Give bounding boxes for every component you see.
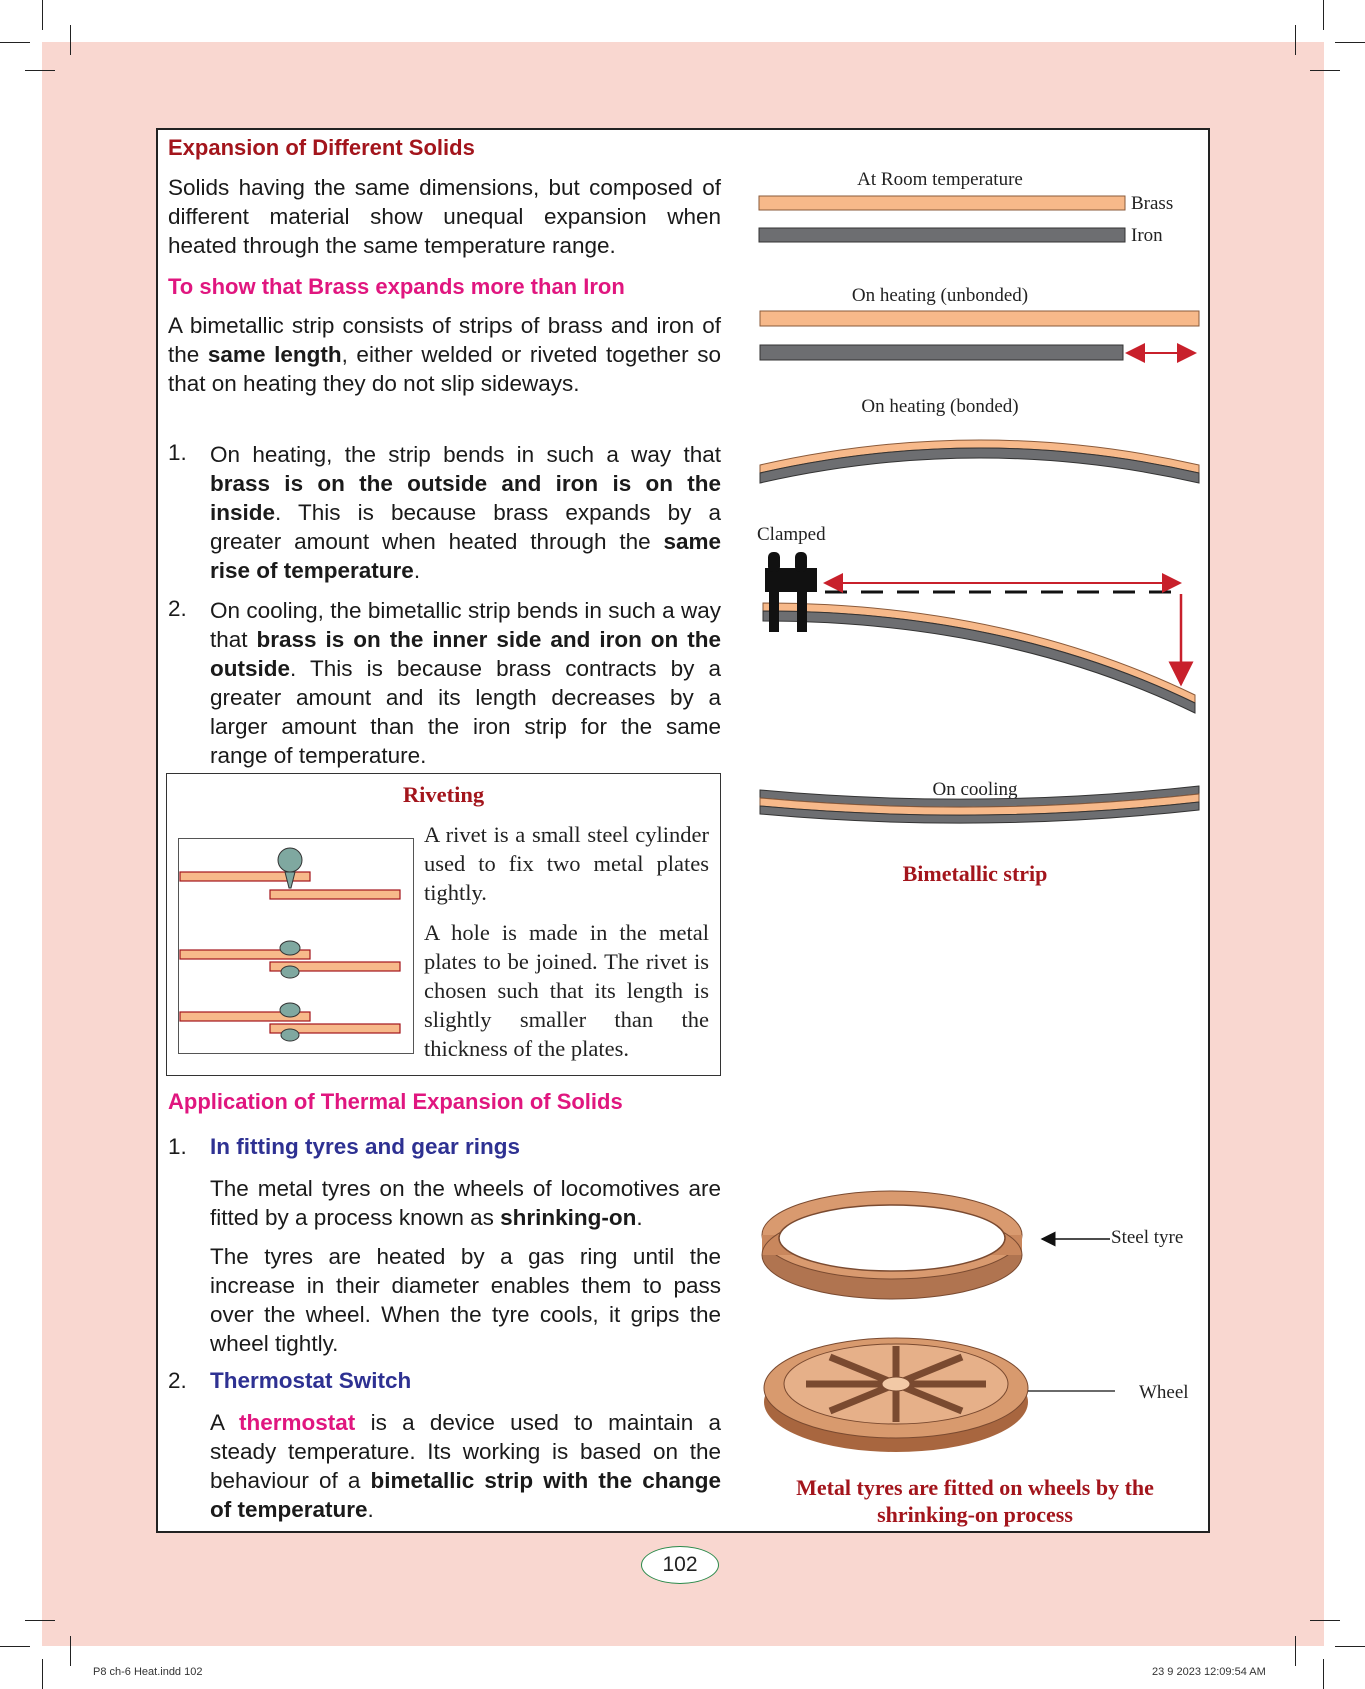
label-iron: Iron <box>1131 225 1163 246</box>
page-number: 102 <box>641 1546 719 1584</box>
crop-mark <box>25 1620 55 1621</box>
tyre-and-wheel-diagram <box>758 1170 1198 1480</box>
plate-bottom <box>270 890 400 899</box>
riveting-text-2: A hole is made in the metal plates to be joined. The rivet is chosen such that its length is slightly smaller than the thickness of the plates. <box>424 920 709 1061</box>
app2-paragraph: A thermostat is a device used to maintain a steady temperature. Its working is based on the behaviour of a bimetallic strip with the change of temperature. <box>210 1410 722 1522</box>
wheel <box>764 1338 1028 1452</box>
crop-mark <box>1335 1646 1365 1647</box>
app1-title: In fitting tyres and gear rings <box>210 1134 521 1159</box>
label-bonded: On heating (bonded) <box>861 396 1019 417</box>
crop-mark <box>42 1659 43 1689</box>
crop-mark <box>1323 1659 1324 1689</box>
figure-caption-tyre: Metal tyres are fitted on wheels by the shrinking-on process <box>796 1475 1154 1527</box>
iron-strip-heated <box>760 345 1123 360</box>
crop-mark <box>1310 70 1340 71</box>
label-brass: Brass <box>1131 193 1174 214</box>
list-number: 2. <box>168 596 187 621</box>
brass-strip-heated <box>760 311 1199 326</box>
subsection-heading-application: Application of Thermal Expansion of Solids <box>168 1089 623 1114</box>
label-steel-tyre: Steel tyre <box>1111 1227 1184 1248</box>
app2-title: Thermostat Switch <box>210 1368 412 1393</box>
bimetal-paragraph: A bimetallic strip consists of strips of brass and iron of the same length, either welded or riveted together so that on heating they do not slip sideways. <box>168 313 721 396</box>
crop-mark <box>25 70 55 71</box>
app1-paragraph-2: The tyres are heated by a gas ring until the increase in their diameter enables them to pass over the wheel. When the tyre cools, it grips the wheel tightly. <box>210 1244 721 1356</box>
crop-mark <box>42 0 43 30</box>
rivet-head <box>280 941 300 955</box>
list-number: 1. <box>168 440 187 465</box>
rivet-tail <box>281 1029 299 1041</box>
crop-mark <box>1295 1636 1296 1666</box>
bimetallic-strip-diagram <box>755 190 1205 860</box>
riveting-diagram <box>178 838 414 1054</box>
rivet-tail <box>281 966 299 978</box>
crop-mark <box>0 1646 30 1647</box>
crop-mark <box>70 1636 71 1666</box>
steel-tyre <box>762 1191 1022 1299</box>
section-heading: Expansion of Different Solids <box>168 135 475 160</box>
label-room-temp: At Room temperature <box>857 169 1023 190</box>
print-slug-right: 23 9 2023 12:09:54 AM <box>1152 1666 1266 1678</box>
crop-mark <box>1310 1620 1340 1621</box>
iron-strip <box>759 228 1125 242</box>
subsection-heading-brass: To show that Brass expands more than Iron <box>168 274 625 299</box>
crop-mark <box>70 25 71 55</box>
list-item: On cooling, the bimetallic strip bends in such a way that brass is on the inner side and iron on the outside. This is because brass contracts by a greater amount and its length decreases by a larger amount than the iron strip for the same range of temperature. <box>210 598 721 768</box>
rivet-head <box>280 1003 300 1017</box>
app1-paragraph-1: The metal tyres on the wheels of locomotives are fitted by a process known as shrinking-on. <box>210 1176 721 1230</box>
list-number: 1. <box>168 1134 187 1159</box>
label-cooling: On cooling <box>932 779 1018 800</box>
rivet-head <box>278 848 302 872</box>
brass-strip <box>759 196 1125 210</box>
crop-mark <box>1323 0 1324 30</box>
riveting-title: Riveting <box>402 782 485 807</box>
riveting-text-1: A rivet is a small steel cylinder used to fix two metal plates tightly. <box>424 822 709 905</box>
list-number: 2. <box>168 1368 187 1393</box>
list-item: On heating, the strip bends in such a way that brass is on the outside and iron is on the inside. This is because brass expands by a greater amount when heated through the same rise of temperature. <box>210 442 721 583</box>
crop-mark <box>0 42 30 43</box>
label-wheel: Wheel <box>1139 1382 1189 1403</box>
figure-caption-bimetal: Bimetallic strip <box>902 861 1048 886</box>
label-unbonded: On heating (unbonded) <box>851 285 1029 306</box>
label-clamped: Clamped <box>757 524 826 545</box>
intro-paragraph: Solids having the same dimensions, but composed of different material show unequal expansion when heated through the same temperature range. <box>168 175 721 258</box>
crop-mark <box>1335 42 1365 43</box>
crop-mark <box>1295 25 1296 55</box>
print-slug-left: P8 ch-6 Heat.indd 102 <box>93 1666 203 1678</box>
